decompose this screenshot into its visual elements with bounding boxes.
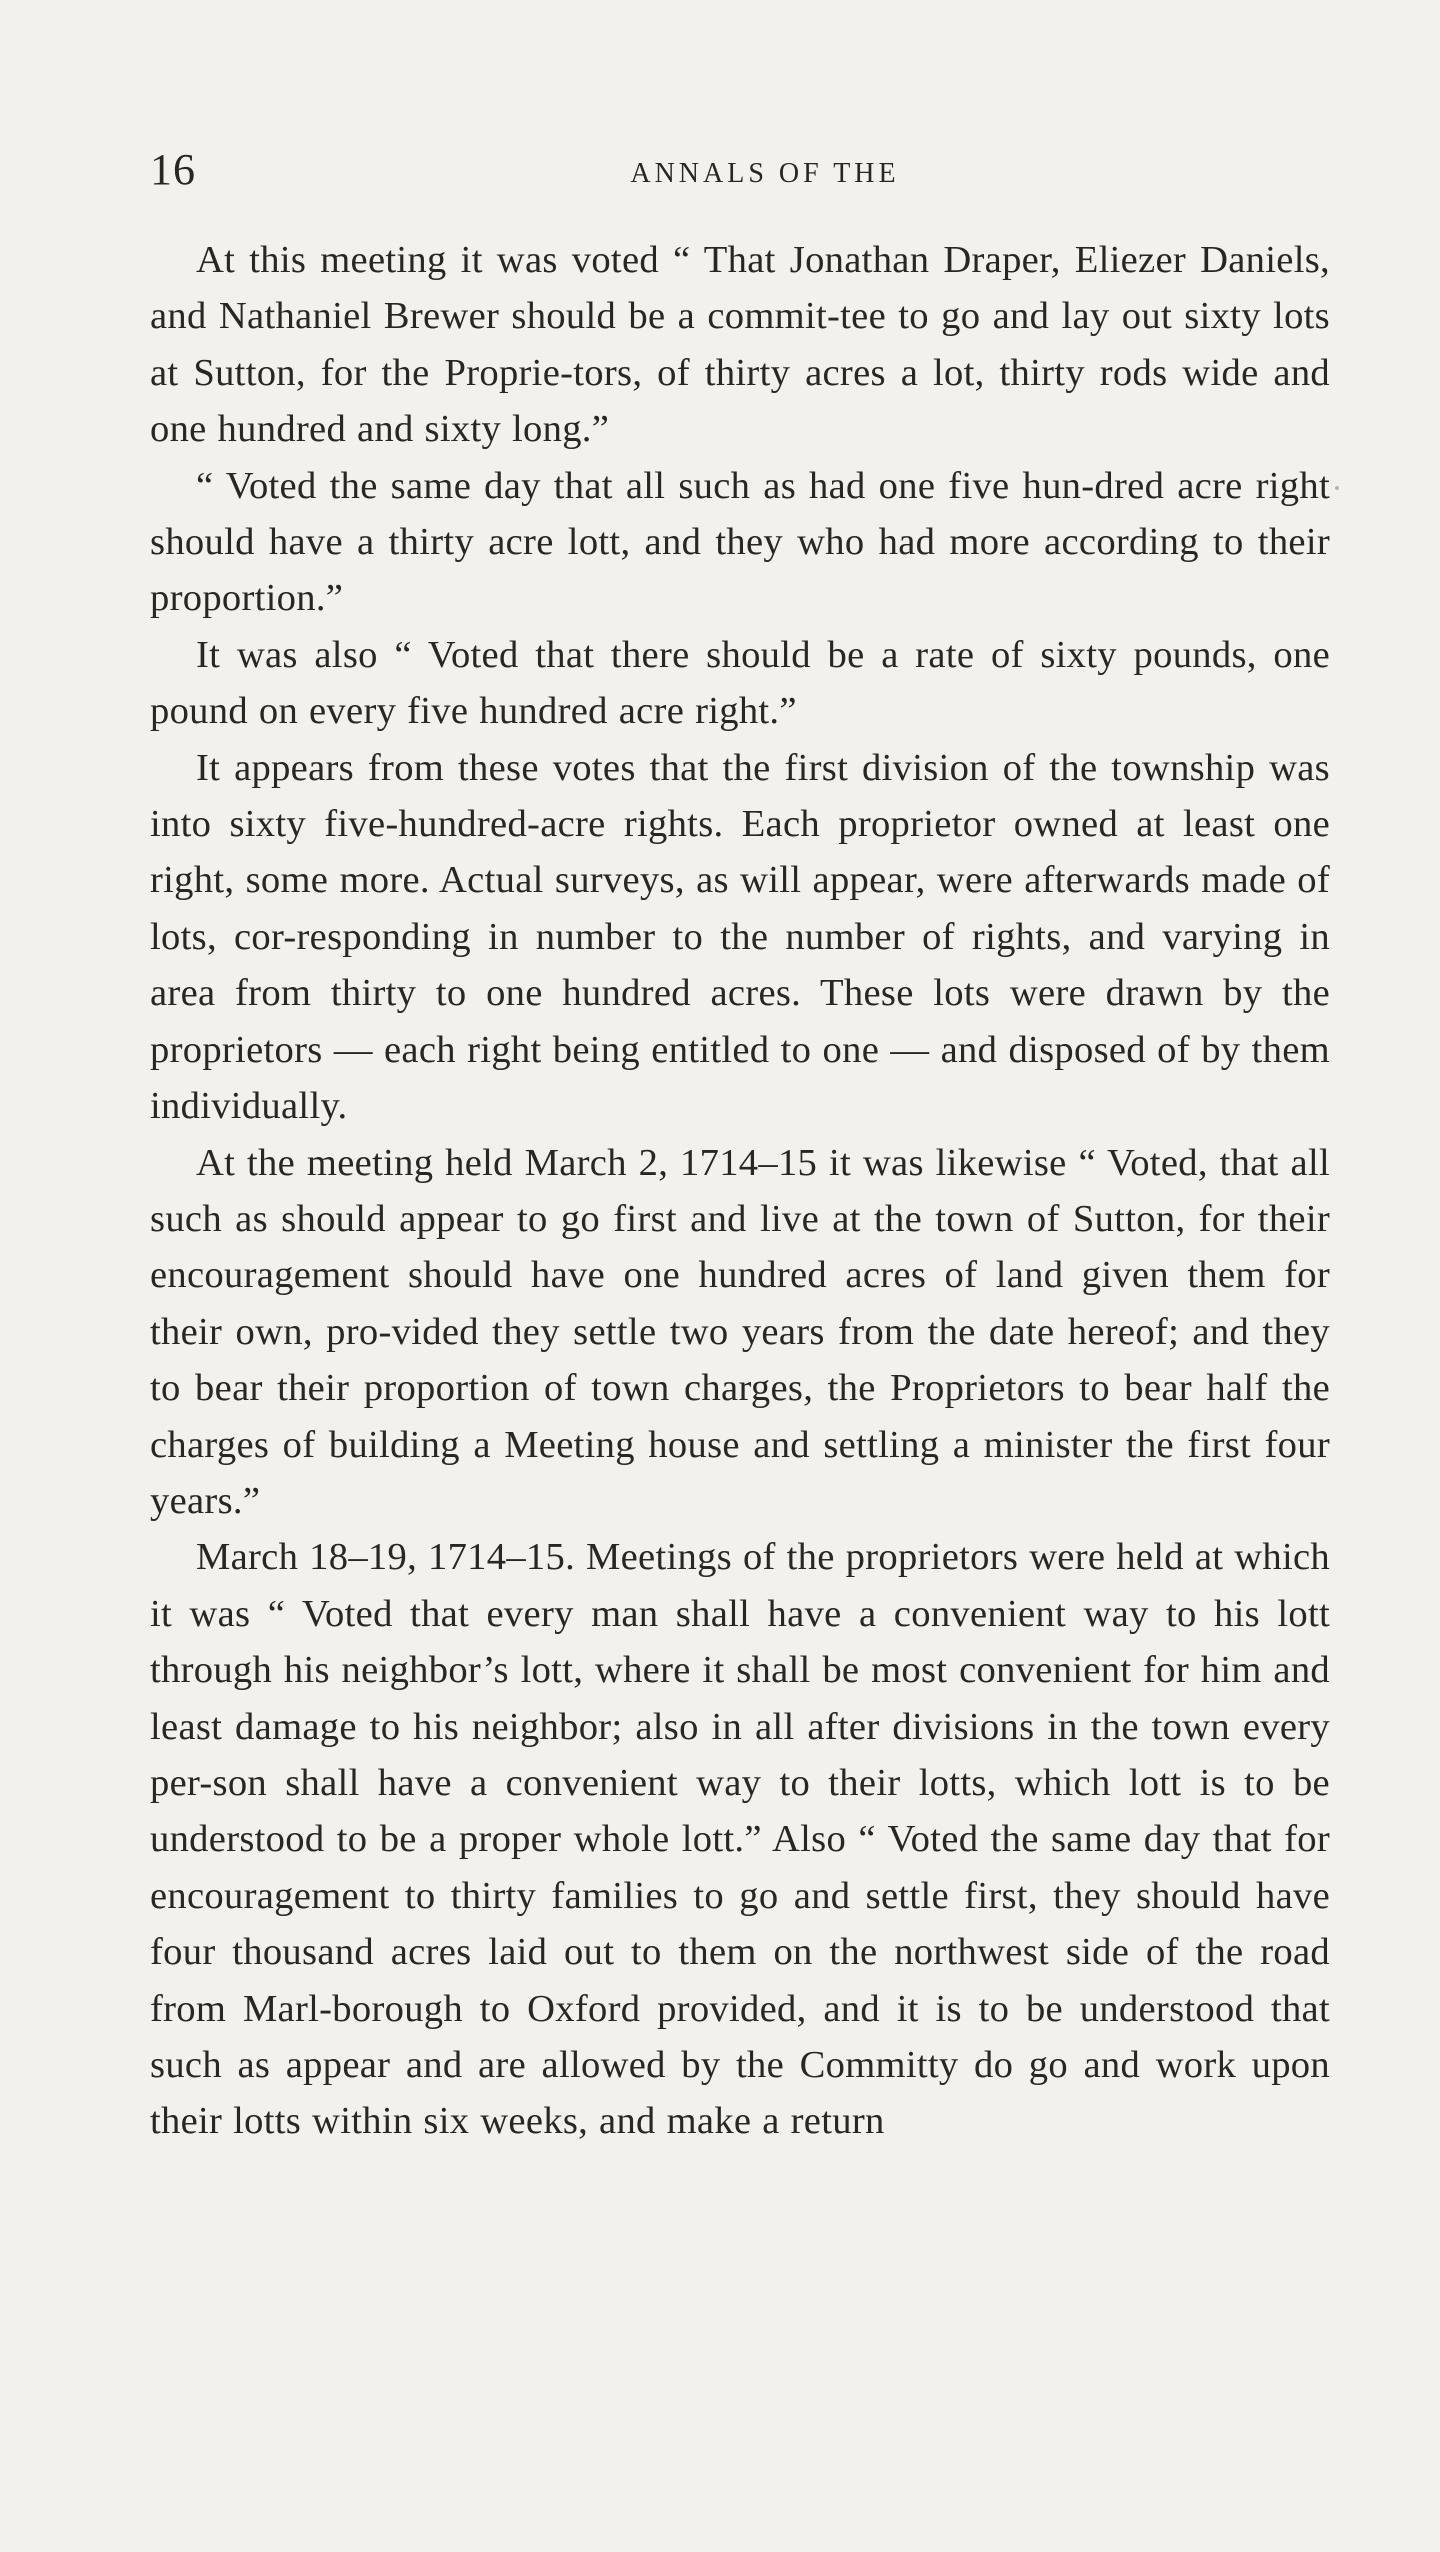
paragraph-committee-vote: At this meeting it was voted “ That Jonathan Draper, Eliezer Daniels, and Nathaniel Brewer should be a commit-tee to go and lay out sixty lots at Sutton, for the Proprie-tors, of thirty acres a lot, thirty rods wide and one hundred and sixty long.”: [150, 239, 1330, 451]
paragraph-first-division: It appears from these votes that the first division of the township was into sixty five-hundred-acre rights. Each proprietor owned at least one right, some more. Actual surveys, as will appear, were afterwards made of lots, cor-responding in number to the number of rights, and varying in area from thirty to one hundred acres. These lots were drawn by the proprietors — each right being entitled to one — and disposed of by them individually.: [150, 746, 1330, 1128]
body-text: [150, 232, 1330, 2150]
paragraph-march-2-meeting: At the meeting held March 2, 1714–15 it was likewise “ Voted, that all such as should appear to go first and live at the town of Sutton, for their encouragement should have one hundred acres of land given them for their own, pro-vided they settle two years from the date hereof; and they to bear their proportion of town charges, the Proprietors to bear half the charges of building a Meeting house and settling a minister the first four years.”: [150, 1141, 1330, 1522]
running-head: [150, 140, 1340, 200]
paragraph-rate-of-sixty-pounds: It was also “ Voted that there should be a rate of sixty pounds, one pound on every five hundred acre right.”: [150, 633, 1330, 733]
paper-speck: [1335, 486, 1339, 490]
page-number: 16: [150, 145, 196, 194]
running-title: ANNALS OF THE: [630, 158, 900, 189]
paragraph-thirty-acre-lott: “ Voted the same day that all such as had one five hun-dred acre right should have a thirty acre lott, and they who had more according to their proportion.”: [150, 464, 1330, 620]
paragraph-march-18-19-meetings: March 18–19, 1714–15. Meetings of the proprietors were held at which it was “ Voted that every man shall have a convenient way to his lott through his neighbor’s lott, where it shall be most convenient for him and least damage to his neighbor; also in all after divisions in the town every per-son shall have a convenient way to their lotts, which lott is to be understood to be a proper whole lott.” Also “ Voted the same day that for encouragement to thirty families to go and settle first, they should have four thousand acres laid out to them on the northwest side of the road from Marl-borough to Oxford provided, and it is to be understood that such as appear and are allowed by the Committy do go and work upon their lotts within six weeks, and make a return: [150, 1536, 1330, 2143]
